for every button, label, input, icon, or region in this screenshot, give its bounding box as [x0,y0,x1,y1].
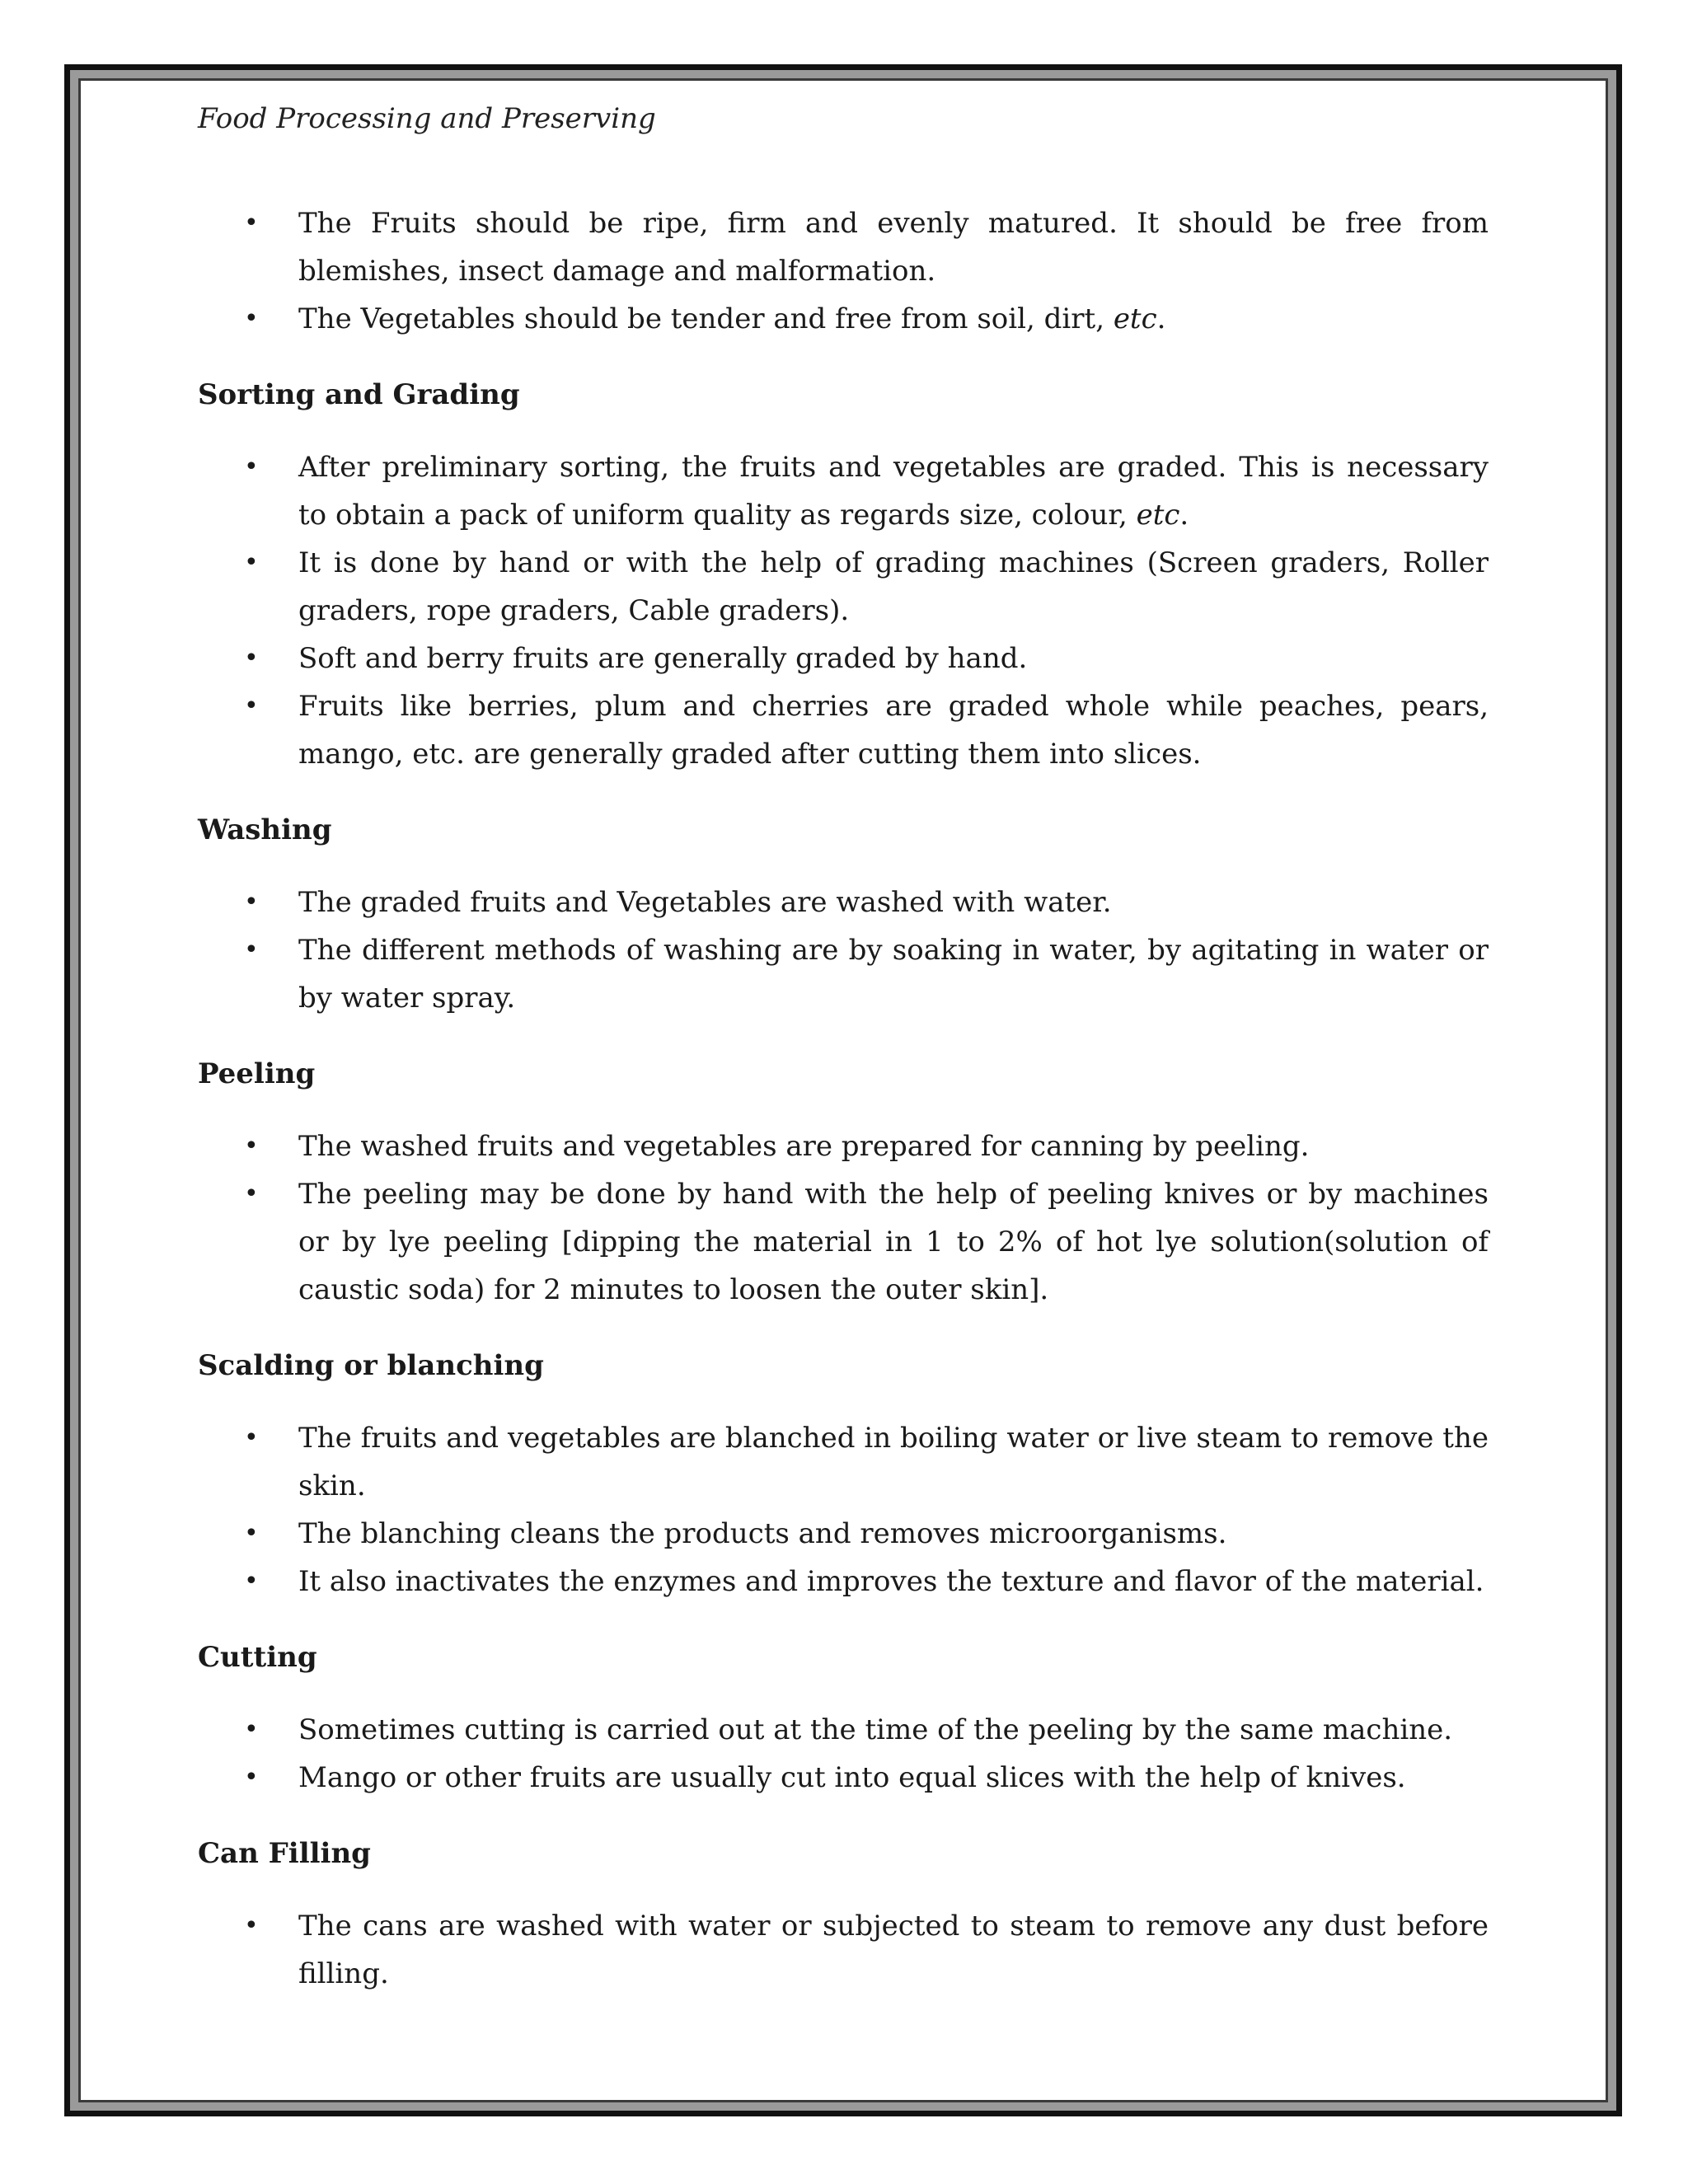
bullet-icon: • [244,1715,259,1744]
bullet-item [198,1754,1489,1802]
bullet-text: The Fruits should be ripe, firm and evenly matured. It should be free from blemishes, insect damage and malformation. [298,207,1489,288]
bullet-text: The cans are washed with water or subjected to steam to remove any dust before filling. [298,1910,1489,1990]
bullet-text: It is done by hand or with the help of grading machines (Screen graders, Roller graders, rope graders, Cable graders). [298,546,1489,627]
bullet-icon: • [244,1423,259,1452]
can-filling-list [198,1902,1489,1998]
scalding-blanching-list [198,1414,1489,1605]
bullet-icon: • [244,935,259,964]
bullet-item [198,1510,1489,1558]
running-header: Food Processing and Preserving [198,102,656,135]
bullet-item [198,443,1489,539]
bullet-icon: • [244,452,259,481]
bullet-icon: • [244,691,259,720]
document-body [198,199,1489,1998]
washing-list [198,879,1489,1022]
bullet-item [198,879,1489,926]
intro-bullet-list [198,199,1489,343]
bullet-icon: • [244,1179,259,1208]
section-heading-cutting: Cutting [198,1641,317,1674]
section-heading-scalding-blanching: Scalding or blanching [198,1349,544,1382]
bullet-icon: • [244,209,259,237]
bullet-item [198,926,1489,1022]
bullet-icon: • [244,304,259,333]
sorting-grading-list [198,443,1489,778]
section-heading-washing: Washing [198,813,332,846]
bullet-icon: • [244,1567,259,1596]
bullet-icon: • [244,888,259,916]
bullet-item [198,1122,1489,1170]
bullet-text: Fruits like berries, plum and cherries are graded whole while peaches, pears, mango, etc. are generally graded after cutting them into slices. [298,690,1489,771]
section-heading-can-filling: Can Filling [198,1837,371,1870]
bullet-text: The different methods of washing are by soaking in water, by agitating in water or by water spray. [298,934,1489,1015]
bullet-item [198,1170,1489,1314]
bullet-item [198,1706,1489,1754]
cutting-list [198,1706,1489,1802]
bullet-text: The peeling may be done by hand with the help of peeling knives or by machines or by lye peeling [dipping the material in 1 to 2% of hot lye solution(solution of caustic soda) for 2 minutes to loosen the outer skin]. [298,1178,1489,1306]
bullet-icon: • [244,1132,259,1160]
section-heading-peeling: Peeling [198,1057,316,1090]
bullet-text: The Vegetables should be tender and free from soil, dirt, etc. [298,302,1166,335]
bullet-text: The fruits and vegetables are blanched in boiling water or live steam to remove the skin. [298,1422,1489,1502]
bullet-text: The washed fruits and vegetables are prepared for canning by peeling. [298,1130,1310,1163]
bullet-item [198,635,1489,682]
bullet-text: The graded fruits and Vegetables are washed with water. [298,886,1112,919]
bullet-text: The blanching cleans the products and removes microorganisms. [298,1517,1227,1550]
bullet-item [198,295,1489,343]
bullet-text: Soft and berry fruits are generally graded by hand. [298,642,1028,675]
bullet-icon: • [244,1763,259,1792]
bullet-item [198,199,1489,295]
bullet-item [198,1902,1489,1998]
bullet-text: After preliminary sorting, the fruits and vegetables are graded. This is necessary to obtain a pack of uniform quality as regards size, colour, etc. [298,451,1489,532]
bullet-icon: • [244,644,259,673]
bullet-text: It also inactivates the enzymes and improves the texture and flavor of the material. [298,1565,1484,1598]
bullet-item [198,539,1489,635]
bullet-icon: • [244,1519,259,1548]
section-heading-sorting-grading: Sorting and Grading [198,378,520,411]
bullet-item [198,682,1489,778]
bullet-item [198,1414,1489,1510]
bullet-text: Sometimes cutting is carried out at the time of the peeling by the same machine. [298,1713,1453,1746]
bullet-icon: • [244,548,259,577]
bullet-text: Mango or other fruits are usually cut into equal slices with the help of knives. [298,1761,1406,1794]
bullet-icon: • [244,1911,259,1940]
bullet-item [198,1558,1489,1605]
peeling-list [198,1122,1489,1314]
